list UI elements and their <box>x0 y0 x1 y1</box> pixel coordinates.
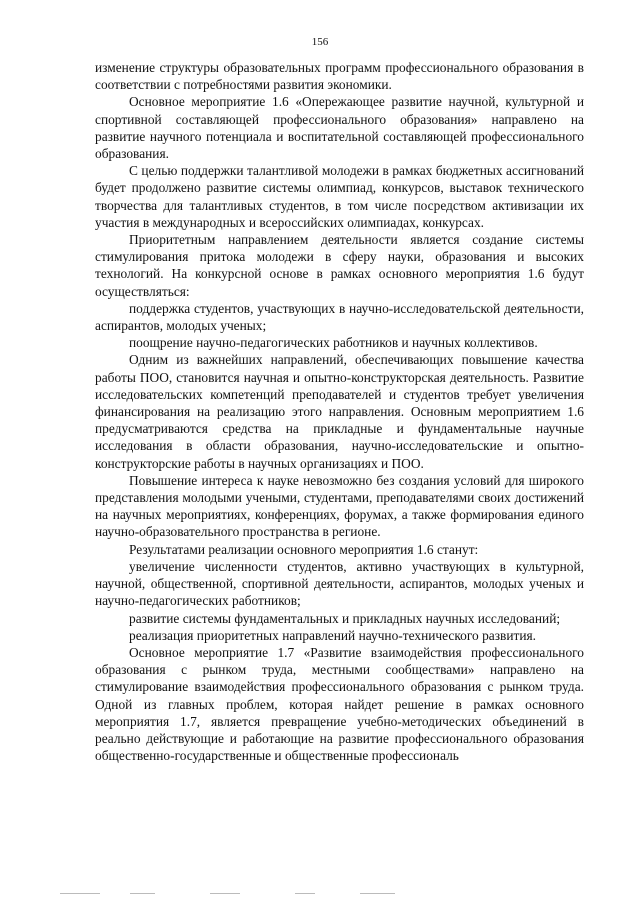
page-number: 156 <box>311 36 329 48</box>
list-item: увеличение численности студентов, активно участвующих в культурной, научной, общественной, спортивной деятельности, аспирантов, молодых ученых и научно-педагогических работников; <box>95 558 584 609</box>
paragraph: Приоритетным направлением деятельности является создание системы стимулирования притока молодежи в сферу науки, образования и высоких технологий. На конкурсной основе в рамках основного мероприятия 1.6 будут осуществляться: <box>95 232 584 299</box>
paragraph: Основное мероприятие 1.7 «Развитие взаимодействия профессионального образования с рынком труда, местными сообществами» направлено на стимулирование взаимодействия профессионального образования с рынком труда. Одной из главных проблем, которая найдет решение в рамках основного мероприятия 1.7, является превращение учебно-методических объединений в реально действующие и работающие на развитие профессионального образования общественно-государственные и общественные профессиональ <box>95 644 584 764</box>
document-body <box>95 59 584 764</box>
list-item: реализация приоритетных направлений научно-технического развития. <box>129 627 537 643</box>
scan-artifacts <box>60 893 580 899</box>
list-item: поощрение научно-педагогических работников и научных коллективов. <box>129 335 538 351</box>
paragraph: Повышение интереса к науке невозможно без создания условий для широкого представления молодыми учеными, студентами, преподавателями своих достижений на научных мероприятиях, конференциях, форумах, а также формирования единого научно-образовательного пространства в регионе. <box>95 472 584 540</box>
paragraph: Результатами реализации основного мероприятия 1.6 станут: <box>129 541 479 557</box>
paragraph: Одним из важнейших направлений, обеспечивающих повышение качества работы ПОО, становится научная и опытно-конструкторская деятельность. Развитие исследовательских компетенций преподавателей и студентов требует увеличения финансирования на реализацию этого направления. Основным мероприятием 1.6 предусматриваются средства на прикладные и фундаментальные научные исследования в области образования, научно-исследовательские и опытно-конструкторские работы в научных организациях и ПОО. <box>95 352 584 471</box>
paragraph: Основное мероприятие 1.6 «Опережающее развитие научной, культурной и спортивной составляющей профессионального образования» направлено на развитие научного потенциала и воспитательной составляющей профессионального образования. <box>95 94 584 162</box>
paragraph: С целью поддержки талантливой молодежи в рамках бюджетных ассигнований будет продолжено развитие системы олимпиад, конкурсов, выставок технического творчества для талантливых студентов, в том числе посредством активизации их участия в международных и всероссийских олимпиадах, конкурсах. <box>95 163 584 230</box>
list-item: поддержка студентов, участвующих в научно-исследовательской деятельности, аспирантов, молодых ученых; <box>95 300 584 334</box>
list-item: развитие системы фундаментальных и прикладных научных исследований; <box>129 610 561 626</box>
paragraph: изменение структуры образовательных программ профессионального образования в соответствии с потребностями развития экономики. <box>95 60 584 93</box>
